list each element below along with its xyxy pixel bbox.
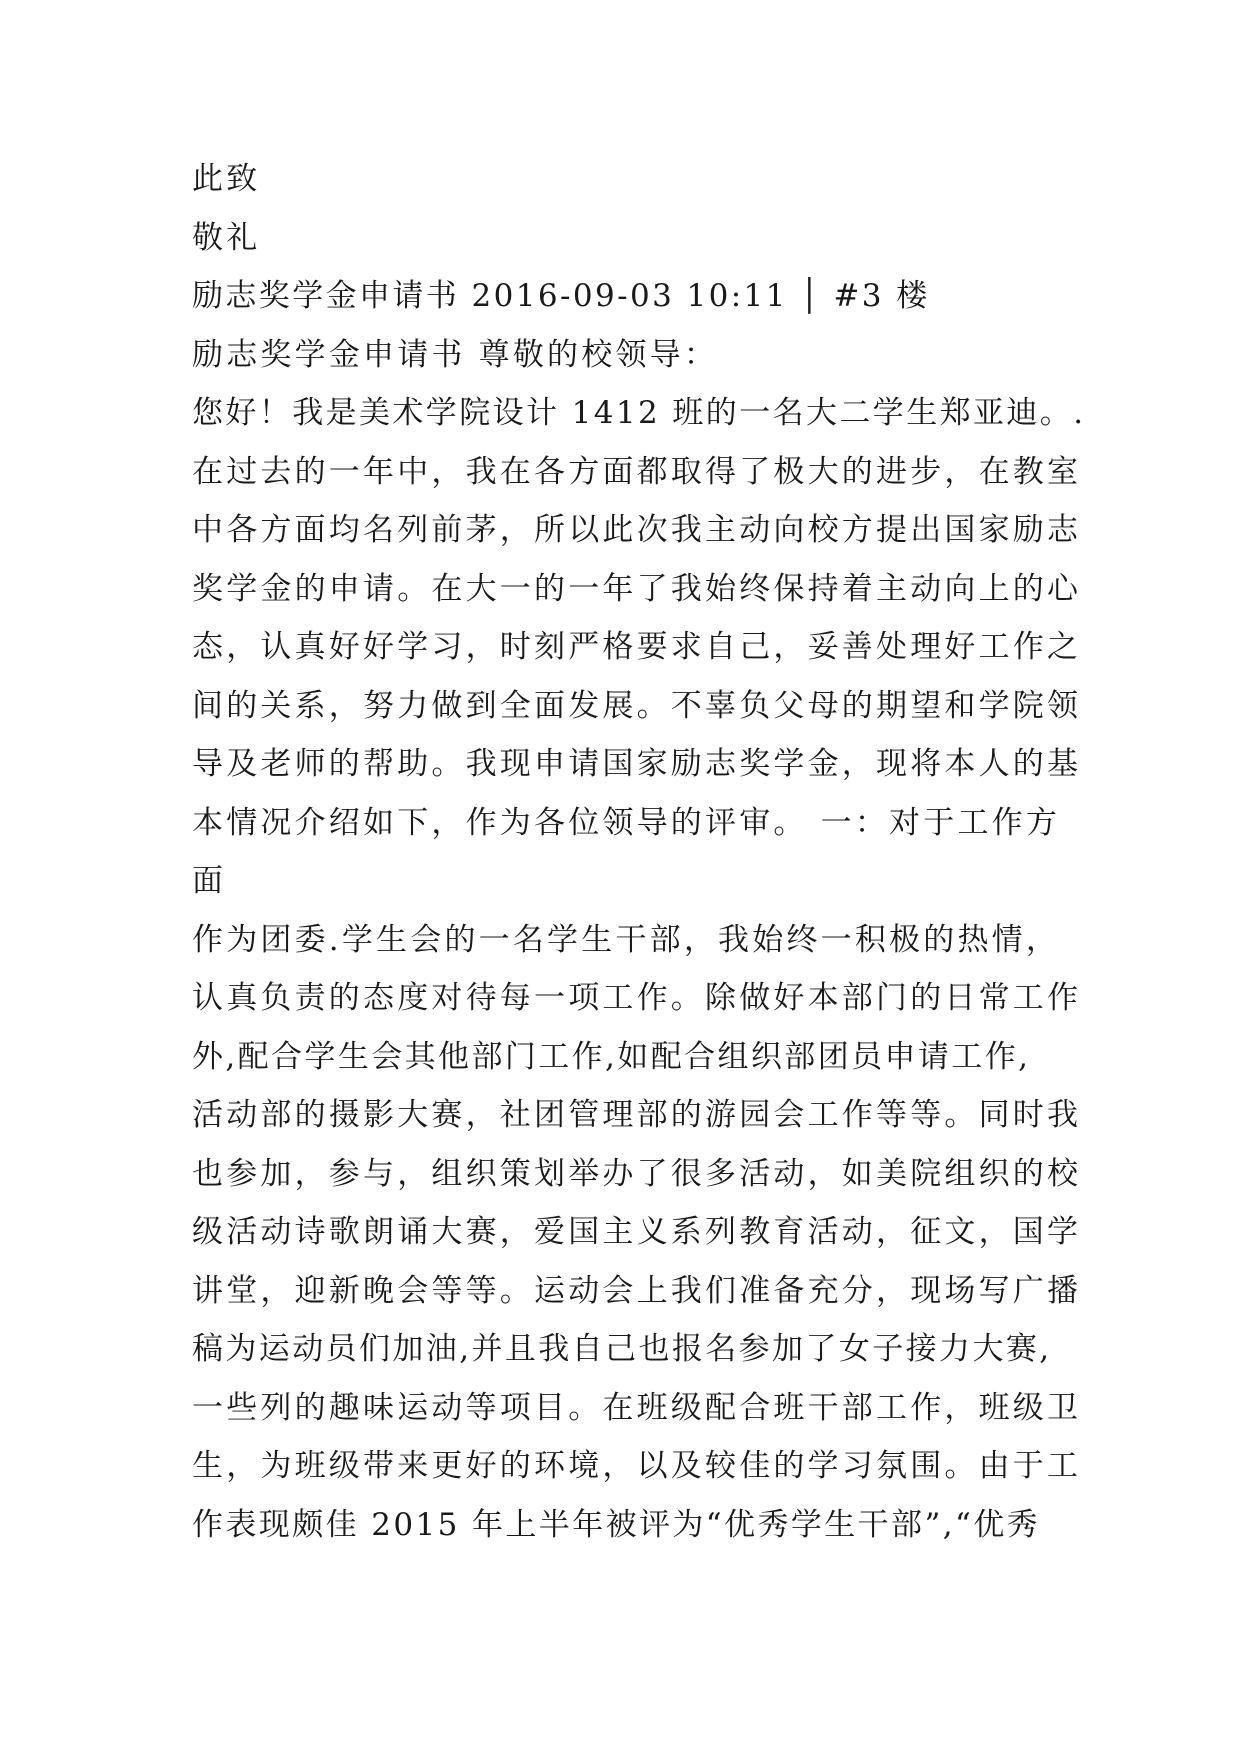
body-text-line: 在过去的一年中，我在各方面都取得了极大的进步，在教室 (192, 453, 1082, 490)
body-text-line: 导及老师的帮助。我现申请国家励志奖学金，现将本人的基 (192, 746, 1082, 782)
closing-line: 此致 (192, 161, 261, 197)
body-text-line: 您好！我是美术学院设计 1412 班的一名大二学生郑亚迪。. (192, 395, 1086, 431)
body-text-line: 作为团委.学生会的一名学生干部，我始终一积极的热情， (192, 921, 1061, 958)
body-text-line: 讲堂，迎新晚会等等。运动会上我们准备充分，现场写广播 (192, 1272, 1082, 1309)
body-text-line: 本情况介绍如下，作为各位领导的评审。 一：对于工作方 (192, 804, 1061, 841)
body-text-line: 间的关系，努力做到全面发展。不辜负父母的期望和学院领 (192, 687, 1082, 724)
document-page (192, 150, 1086, 1554)
body-text-line: 奖学金的申请。在大一的一年了我始终保持着主动向上的心 (192, 570, 1082, 607)
body-text-line: 中各方面均名列前茅，所以此次我主动向校方提出国家励志 (192, 512, 1082, 548)
body-text-line: 生，为班级带来更好的环境，以及较佳的学习氛围。由于工 (192, 1448, 1082, 1484)
body-text-line: 外,配合学生会其他部门工作,如配合组织部团员申请工作, (192, 1038, 1031, 1075)
body-text-line: 稿为运动员们加油,并且我自己也报名参加了女子接力大赛, (192, 1331, 1052, 1367)
body-text-line: 面 (192, 863, 227, 899)
post-header-line: 励志奖学金申请书 2016-09-03 10:11 │ #3 楼 (192, 278, 930, 314)
body-text-line: 也参加，参与，组织策划举办了很多活动，如美院组织的校 (192, 1155, 1082, 1192)
body-text-line: 作表现颇佳 2015 年上半年被评为“优秀学生干部”,“优秀 (192, 1506, 1040, 1543)
body-text-line: 级活动诗歌朗诵大赛，爱国主义系列教育活动，征文，国学 (192, 1214, 1082, 1250)
salutation-line: 敬礼 (192, 219, 261, 256)
title-greeting-line: 励志奖学金申请书 尊敬的校领导： (192, 336, 719, 373)
body-text-line: 认真负责的态度对待每一项工作。除做好本部门的日常工作 (192, 980, 1082, 1016)
body-text-line: 态，认真好好学习，时刻严格要求自己，妥善处理好工作之 (192, 629, 1082, 665)
body-text-line: 活动部的摄影大赛，社团管理部的游园会工作等等。同时我 (192, 1097, 1082, 1133)
body-text-line: 一些列的趣味运动等项目。在班级配合班干部工作，班级卫 (192, 1389, 1082, 1426)
